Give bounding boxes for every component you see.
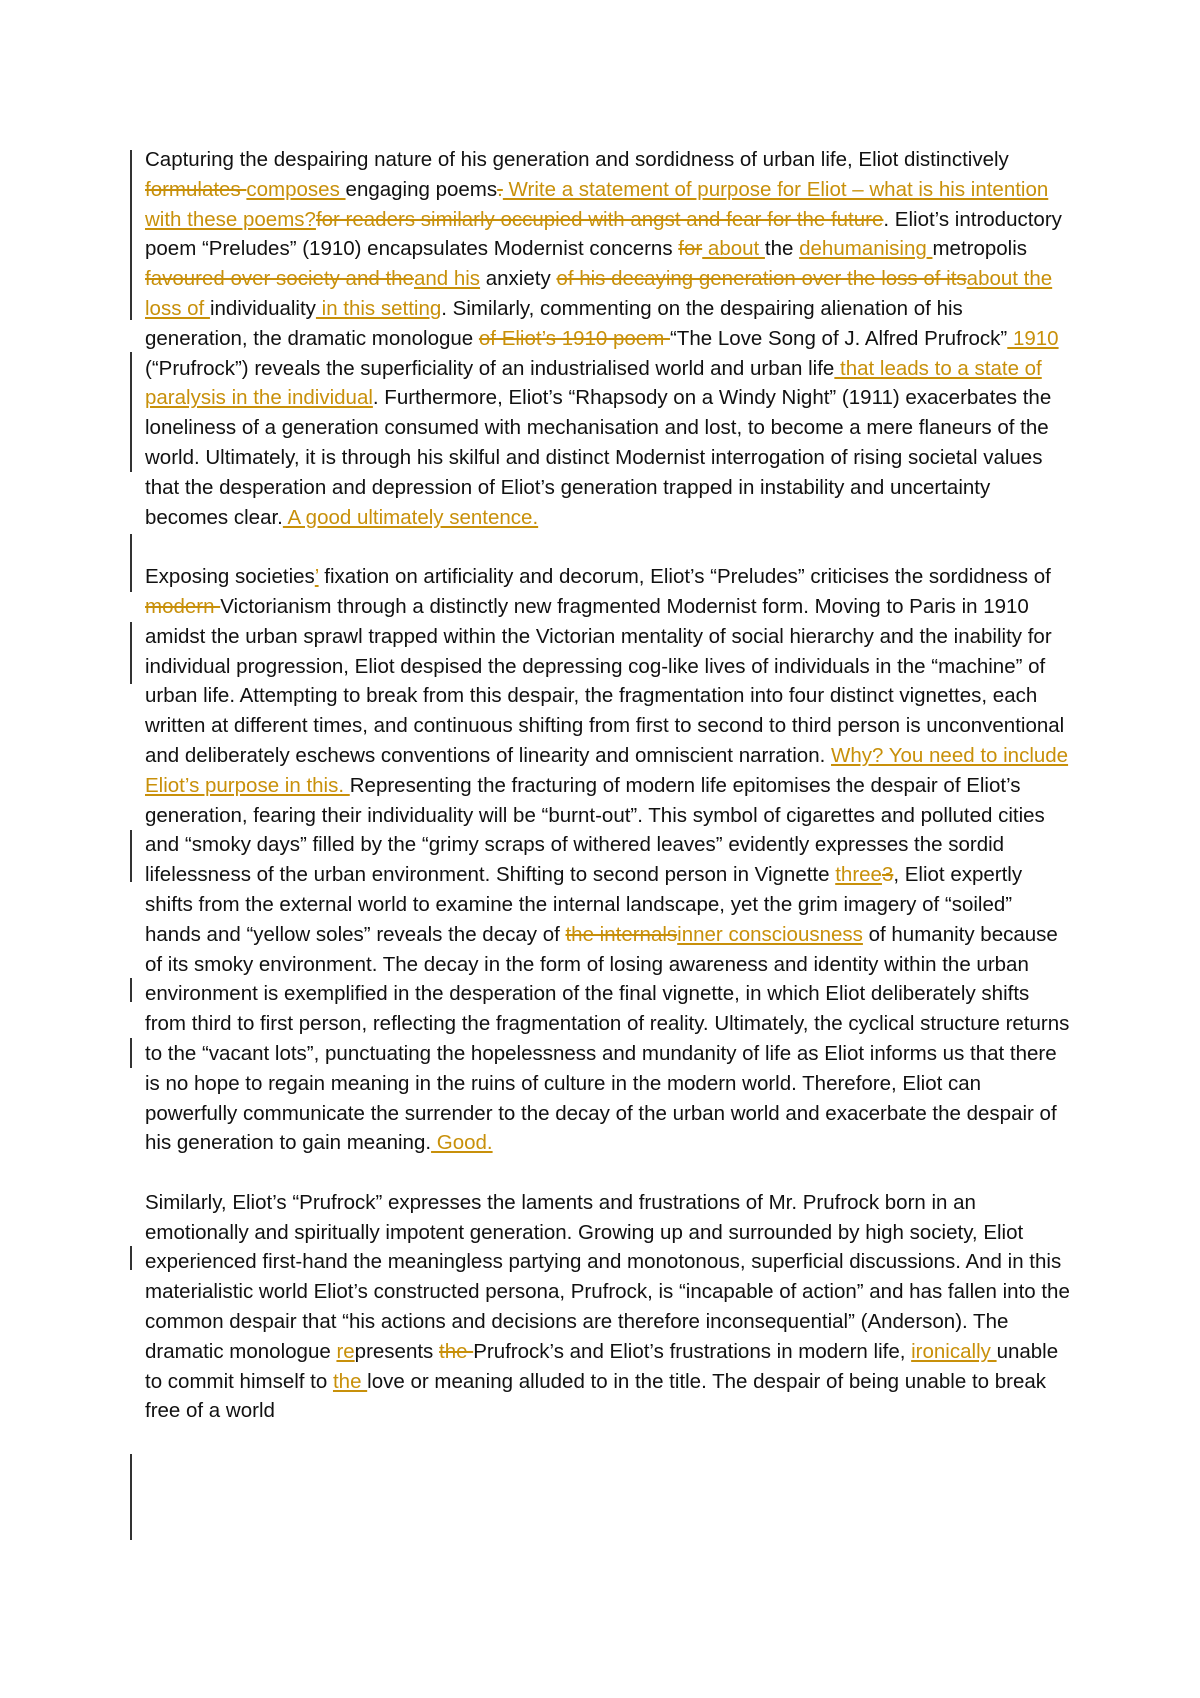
body-text: Victorianism through a distinctly new fragmented Modernist form. Moving to Paris in 1910 amidst the urban sprawl trapped within the Victorian mentality of social hierarchy and the inability for individual progression, Eliot despised the depressing cog-like lives of individuals in the “machine” of urban life. Attempting to break from this despair, the fragmentation into four distinct vignettes, each written at different times, and continuous shifting from first to second to third person is unconventional and deliberately eschews conventions of linearity and omniscient narration. (145, 594, 1065, 767)
inserted-text: the (332, 1369, 368, 1393)
body-text: love or meaning alluded to in the title. The despair of being unable to break free of a world (145, 1369, 1047, 1423)
body-text: , Eliot expertly shifts from the external world to examine the internal landscape, yet the grim imagery of “soiled” hands and “yellow soles” reveals the decay of (145, 863, 1023, 946)
inserted-text: dehumanising (799, 237, 933, 261)
inserted-text: and his (413, 267, 481, 291)
body-text: metropolis (932, 237, 1028, 261)
inserted-text: three (835, 863, 882, 887)
change-bar (130, 830, 132, 882)
body-text: Capturing the despairing nature of his generation and sordidness of urban life, Eliot distinctively (145, 148, 1009, 171)
inserted-text: ’ (314, 565, 319, 589)
inserted-text: that leads to a state of paralysis in the individual (145, 356, 1042, 410)
inserted-text: ironically (911, 1339, 997, 1363)
deleted-text: the (439, 1339, 474, 1363)
deleted-text: favoured over society and the (145, 267, 414, 291)
deleted-text: 3 (881, 863, 894, 887)
inserted-text: A good ultimately sentence. (282, 505, 539, 529)
change-bar (130, 352, 132, 472)
change-bar (130, 534, 132, 592)
change-bar (130, 1246, 132, 1270)
paragraph (145, 145, 1070, 532)
body-text: “The Love Song of J. Alfred Prufrock” (669, 326, 1008, 350)
body-text: engaging poems (345, 177, 498, 201)
inserted-text: inner consciousness (677, 922, 863, 946)
deleted-text: modern (145, 594, 221, 618)
body-text: . Eliot’s introductory poem “Preludes” (1910) encapsulates Modernist concerns (145, 207, 1062, 261)
body-text: unable to commit himself to (145, 1339, 1059, 1393)
body-text: Similarly, Eliot’s “Prufrock” expresses the laments and frustrations of Mr. Prufrock born in an emotionally and spiritually impotent generation. Growing up and surrounded by high society, Eliot experienced first-hand the meaningless partying and monotonous, superficial discussions. And in this materialistic world Eliot’s constructed persona, Prufrock, is “incapable of action” and has fallen into the common despair that “his actions and decisions are therefore inconsequential” (Anderson). The dramatic monologue (145, 1190, 1070, 1363)
body-text: fixation on artificiality and decorum, Eliot’s “Preludes” criticises the sordidness of (318, 565, 1051, 589)
deleted-text: of Eliot’s 1910 poem (478, 326, 670, 350)
body-text: the (764, 237, 800, 261)
change-bar (130, 150, 132, 320)
change-bar (130, 1454, 132, 1540)
inserted-text: re (336, 1339, 355, 1363)
paragraph (145, 1188, 1070, 1426)
body-text: . Furthermore, Eliot’s “Rhapsody on a Windy Night” (1911) exacerbates the loneliness of a generation consumed with mechanisation and lost, to become a mere flaneurs of the world. Ultimately, it is through his skilful and distinct Modernist interrogation of rising societal values that the desperation and depression of Eliot’s generation trapped in instability and uncertainty becomes clear. (145, 386, 1052, 529)
inserted-text: in this setting (315, 296, 442, 320)
paragraph (145, 562, 1070, 1158)
body-text: presents (354, 1339, 439, 1363)
deleted-text: for (678, 237, 703, 261)
inserted-text: composes (246, 177, 346, 201)
body-text: of humanity because of its smoky environment. The decay in the form of losing awareness and identity within the urban environment is exemplified in the desperation of the final vignette, in which Eliot deliberately shifts from third to first person, reflecting the fragmentation of reality. Ultimately, the cyclical structure returns to the “vacant lots”, punctuating the hopelessness and mundanity of life as Eliot informs us that there is no hope to regain meaning in the ruins of culture in the modern world. Therefore, Eliot can powerfully communicate the surrender to the decay of the urban world and exacerbate the despair of his generation to gain meaning. (145, 922, 1070, 1155)
inserted-text: about (702, 237, 765, 261)
inserted-text: Why? You need to include Eliot’s purpose in this. (145, 743, 1069, 797)
deleted-text: of his decaying generation over the loss of its (556, 267, 967, 291)
body-text: Representing the fracturing of modern life epitomises the despair of Eliot’s generation, fearing their individuality will be “burnt-out”. This symbol of cigarettes and polluted cities and “smoky days” filled by the “grimy scraps of withered leaves” evidently expresses the sordid lifelessness of the urban environment. Shifting to second person in Vignette (145, 773, 1045, 887)
change-bar (130, 622, 132, 684)
inserted-text: Good. (431, 1131, 493, 1155)
deleted-text: formulates (145, 177, 247, 201)
body-text: . Similarly, commenting on the despairing alienation of his generation, the dramatic monologue (145, 296, 963, 350)
body-text: Prufrock’s and Eliot’s frustrations in modern life, (473, 1339, 912, 1363)
body-text: anxiety (480, 267, 557, 291)
document-body (145, 145, 1070, 1426)
deleted-text: the internals (565, 922, 678, 946)
body-text: individuality (209, 296, 316, 320)
change-bar (130, 1038, 132, 1068)
change-bar (130, 978, 132, 1002)
deleted-text: . (497, 177, 503, 201)
body-text: Exposing societies (145, 565, 315, 589)
inserted-text: 1910 (1007, 326, 1059, 350)
deleted-text: for readers similarly occupied with angst and fear for the future (315, 207, 884, 231)
inserted-text: about the loss of (145, 267, 1053, 320)
inserted-text: Write a statement of purpose for Eliot – what is his intention with these poems? (145, 177, 1049, 231)
body-text: (“Prufrock”) reveals the superficiality of an industrialised world and urban life (145, 356, 835, 380)
